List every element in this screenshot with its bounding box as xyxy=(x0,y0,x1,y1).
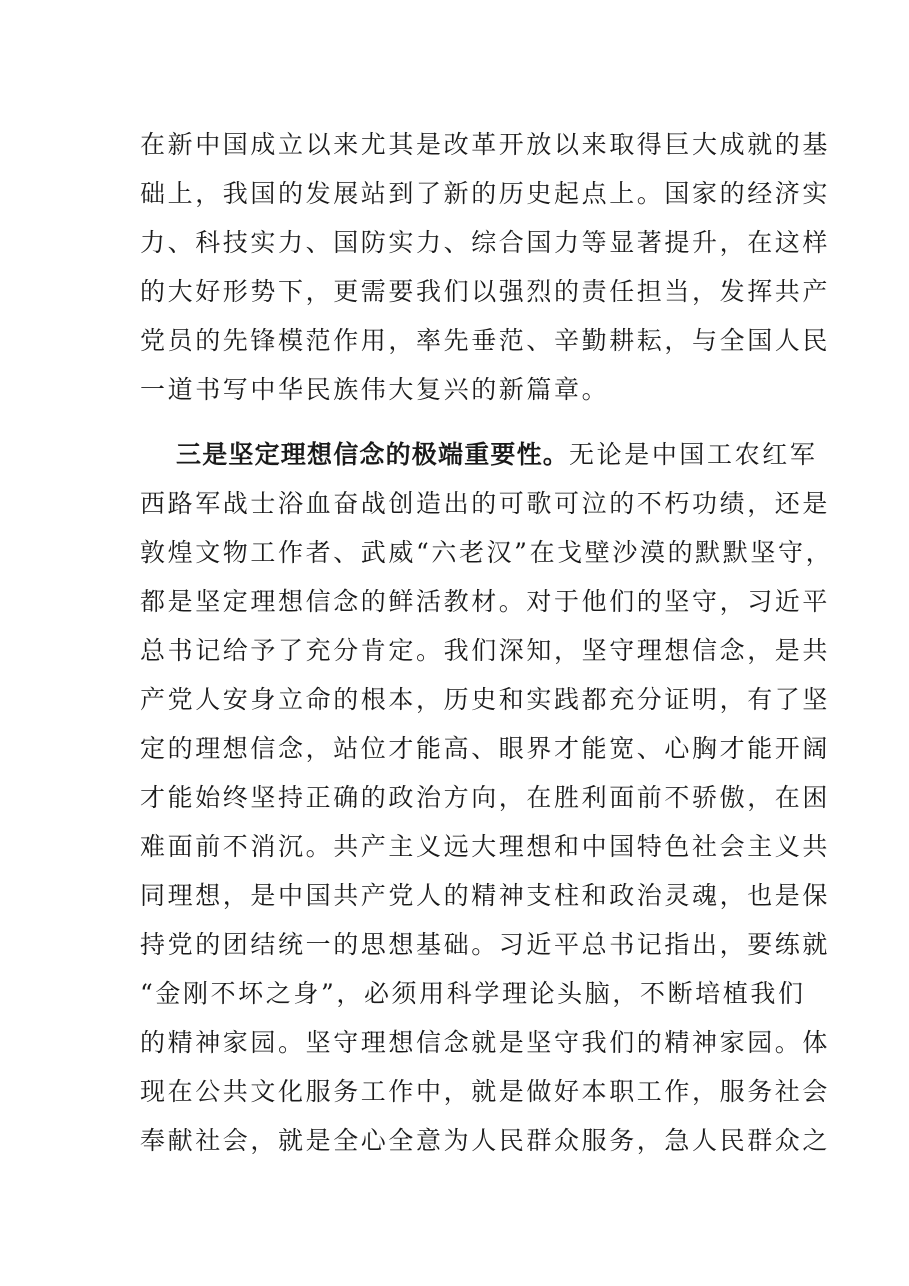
text-line: 的大好形势下，更需要我们以强烈的责任担当，发挥共产 xyxy=(140,277,831,306)
text-line: 力、科技实力、国防实力、综合国力等显著提升，在这样 xyxy=(140,228,831,257)
section-heading: 三是坚定理想信念的极端重要性。 xyxy=(176,440,570,469)
text-line: 一道书写中华民族伟大复兴的新篇章。 xyxy=(140,375,610,404)
paragraph-first-line xyxy=(140,430,818,479)
paragraph-1 xyxy=(140,120,831,414)
text-line: 西路军战士浴血奋战创造出的可歌可泣的不朽功绩，还是 xyxy=(140,489,831,518)
text-line: 总书记给予了充分肯定。我们深知，坚守理想信念，是共 xyxy=(140,636,831,665)
text-line: 产党人安身立命的根本，历史和实践都充分证明，有了坚 xyxy=(140,685,831,714)
text-line: 现在公共文化服务工作中，就是做好本职工作，服务社会 xyxy=(140,1077,831,1106)
text-line: 才能始终坚持正确的政治方向，在胜利面前不骄傲，在困 xyxy=(140,783,831,812)
text-line: 础上，我国的发展站到了新的历史起点上。国家的经济实 xyxy=(140,179,831,208)
text-line: 在新中国成立以来尤其是改革开放以来取得巨大成就的基 xyxy=(140,130,831,159)
text-line: “金刚不坏之身”，必须用科学理论头脑，不断培植我们 xyxy=(140,979,806,1008)
text-line: 同理想，是中国共产党人的精神支柱和政治灵魂，也是保 xyxy=(140,881,831,910)
text-run: 无论是中国工农红军 xyxy=(569,440,818,469)
text-line: 敦煌文物工作者、武威“六老汉”在戈壁沙漠的默默坚守， xyxy=(140,538,834,567)
text-line: 难面前不消沉。共产主义远大理想和中国特色社会主义共 xyxy=(140,832,831,861)
text-line: 党员的先锋模范作用，率先垂范、辛勤耕耘，与全国人民 xyxy=(140,326,831,355)
text-line: 持党的团结统一的思想基础。习近平总书记指出，要练就 xyxy=(140,930,831,959)
text-line: 定的理想信念，站位才能高、眼界才能宽、心胸才能开阔 xyxy=(140,734,831,763)
text-line: 都是坚定理想信念的鲜活教材。对于他们的坚守，习近平 xyxy=(140,587,831,616)
text-line: 奉献社会，就是全心全意为人民群众服务，急人民群众之 xyxy=(140,1126,831,1155)
paragraph-2 xyxy=(140,430,834,1165)
text-line: 的精神家园。坚守理想信念就是坚守我们的精神家园。体 xyxy=(140,1028,831,1057)
